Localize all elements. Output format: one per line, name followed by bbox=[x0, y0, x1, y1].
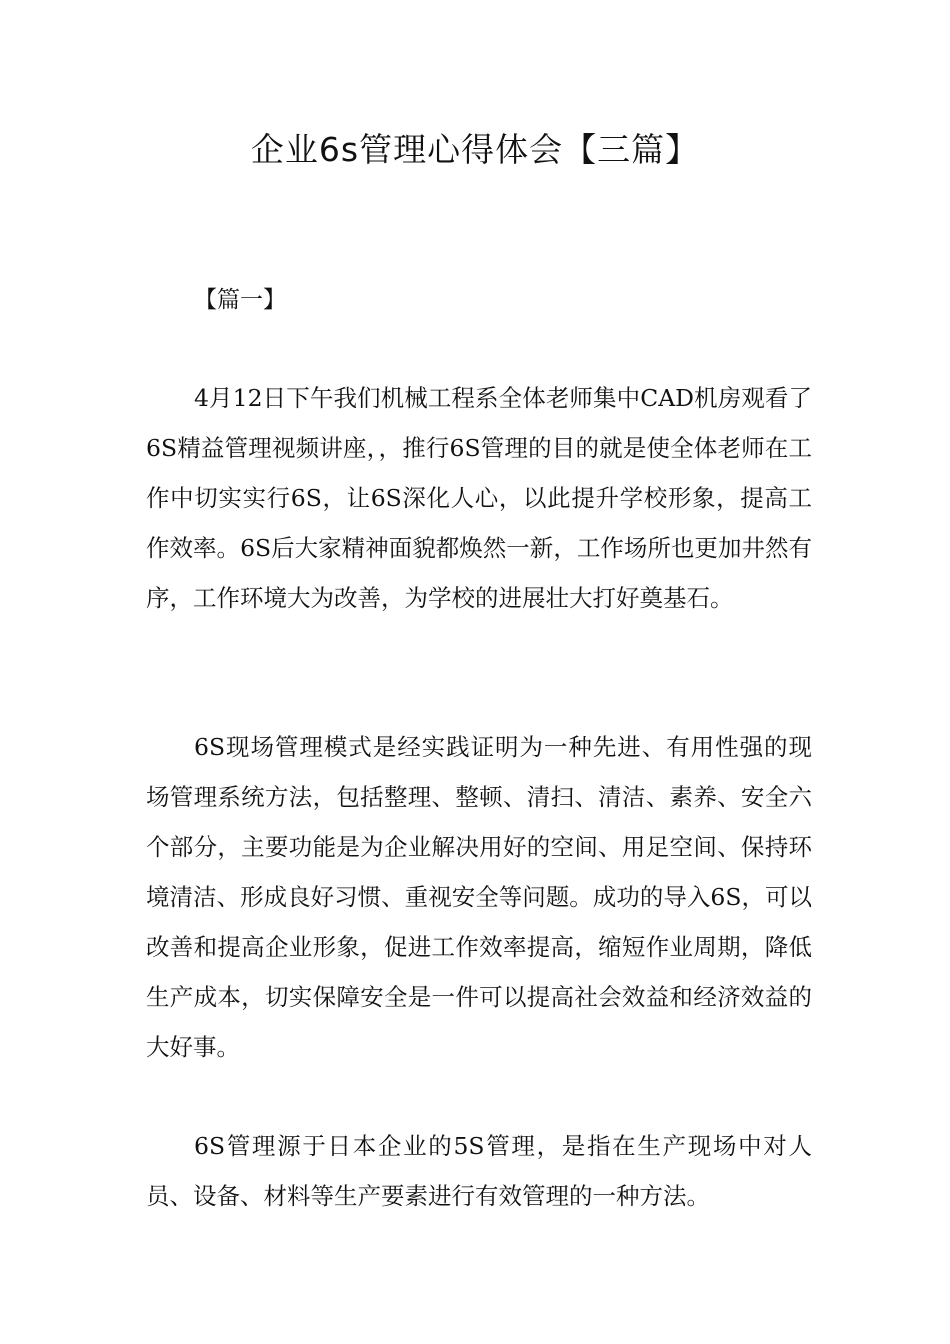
paragraph-2: 6S现场管理模式是经实践证明为一种先进、有用性强的现场管理系统方法，包括整理、整顿、清扫、清洁、素养、安全六个部分，主要功能是为企业解决用好的空间、用足空间、保持环境清洁、形成良好习惯、重视安全等问题。成功的导入6S，可以改善和提高企业形象，促进工作效率提高，缩短作业周期，降低生产成本，切实保障安全是一件可以提高社会效益和经济效益的大好事。 bbox=[146, 733, 812, 1061]
paragraph-1: 4月12日下午我们机械工程系全体老师集中CAD机房观看了6S精益管理视频讲座，，推行6S管理的目的就是使全体老师在工作中切实实行6S，让6S深化人心，以此提升学校形象，提高工作效率。6S后大家精神面貌都焕然一新，工作场所也更加井然有序，工作环境大为改善，为学校的进展壮大打好奠基石。 bbox=[146, 384, 812, 612]
section-label: 【篇一】 bbox=[194, 287, 286, 313]
document-title: 企业6s管理心得体会【三篇】 bbox=[250, 130, 700, 169]
paragraph-3: 6S管理源于日本企业的5S管理，是指在生产现场中对人员、设备、材料等生产要素进行有效管理的一种方法。 bbox=[146, 1132, 812, 1210]
